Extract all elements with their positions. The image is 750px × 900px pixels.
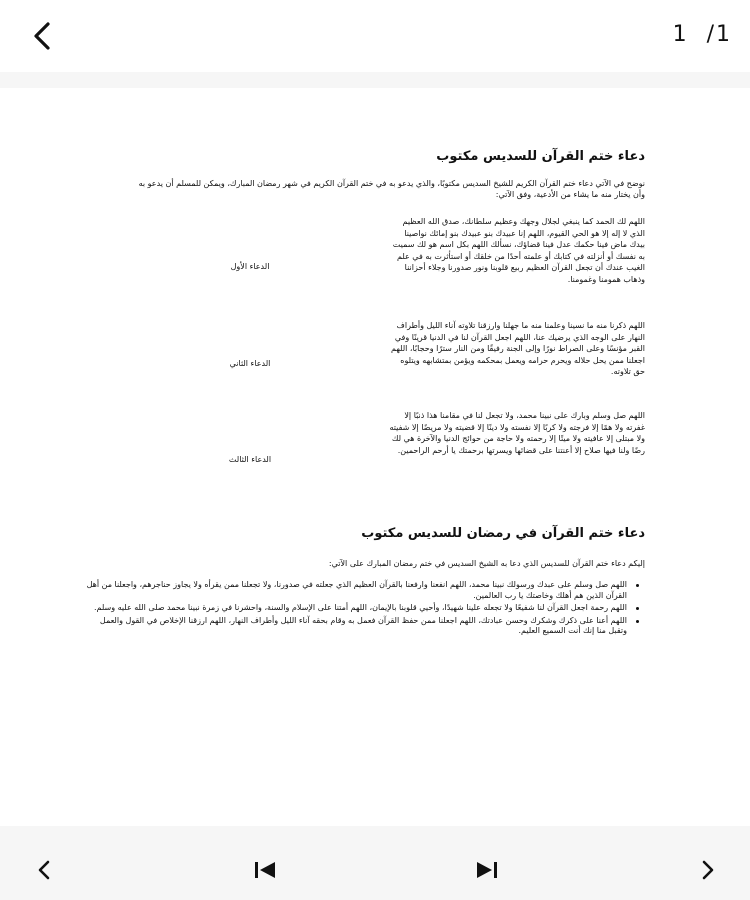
previous-page-button[interactable]	[22, 848, 66, 892]
dua-row	[100, 216, 645, 314]
dua-text: اللهم ذكرنا منه ما نسينا وعلمنا منه ما جهلنا وارزقنا تلاوته آناء الليل وأطراف النهار على الوجه الذي يرضيك عنا، اللهم اجعل القرآن لنا في الدنيا قرينًا وفي القبر مؤنسًا وعلى الصراط نورًا وإلى الجنة رفيقًا ومن النار سترًا وحجابًا، اللهم اجعلنا ممن يحل حلاله ويحرم حرامه ويعمل بمحكمه ويؤمن بمتشابهه ويتلوه حق تلاوته.	[391, 321, 645, 376]
dua-text: اللهم لك الحمد كما ينبغي لجلال وجهك وعظيم سلطانك، صدق الله العظيم الذي لا إله إلا هو الحي القيوم، اللهم إنا عبيدك بنو عبيدك بنو إمائك نواصينا بيدك ماض فينا حكمك عدل فينا قضاؤك، نسألك اللهم بكل اسم هو لك سميت به نفسك أو أنزلته في كتابك أو علمته أحدًا من خلقك أو استأثرت به في علم الغيب عندك أن تجعل القرآن العظيم ربيع قلوبنا ونور صدورنا وجلاء أحزاننا وذهاب همومنا وغمومنا.	[392, 217, 645, 284]
section-title: دعاء ختم القرآن للسديس مكتوب	[436, 149, 645, 164]
dua-label: الدعاء الثالث	[228, 455, 272, 464]
first-page-button[interactable]	[243, 848, 287, 892]
section-title: دعاء ختم القرآن في رمضان للسديس مكتوب	[361, 526, 645, 541]
back-button[interactable]	[22, 18, 62, 54]
bullet-list	[82, 580, 645, 639]
chevron-right-icon	[698, 858, 718, 882]
bottom-nav-bar	[0, 826, 750, 900]
skip-last-icon	[473, 858, 501, 882]
page-total: 1	[716, 22, 732, 47]
document-page[interactable]	[86, 140, 645, 685]
skip-first-icon	[251, 858, 279, 882]
list-item: اللهم أعنا على ذكرك وشكرك وحسن عبادتك، اللهم اجعلنا ممن حفظ القرآن فعمل به وقام بحقه آناء الليل وأطراف النهار، اللهم ارزقنا الإخلاص في القول والعمل وتقبل منا إنك أنت السميع العليم.	[82, 616, 627, 637]
dua-label: الدعاء الأول	[230, 262, 270, 271]
page-separator: /	[706, 22, 716, 47]
page-indicator	[673, 22, 732, 47]
dua-text: اللهم صل وسلم وبارك على نبينا محمد، ولا تجعل لنا في مقامنا هذا ذنبًا إلا غفرته ولا همًا إلا فرجته ولا كربًا إلا نفسته ولا دينًا إلا قضيته ولا مريضًا إلا شفيته ولا مبتلى إلا عافيته ولا ميتًا إلا رحمته ولا حاجة من حوائج الدنيا والآخرة هي لك رضًا ولنا فيها صلاح إلا أعنتنا على قضائها ويسرتها برحمتك يا أرحم الراحمين.	[389, 411, 645, 455]
next-page-button[interactable]	[686, 848, 730, 892]
chevron-left-icon	[34, 858, 54, 882]
dua-row	[100, 320, 645, 408]
chevron-left-icon	[30, 21, 54, 51]
list-item: اللهم رحمة اجعل القرآن لنا شفيعًا ولا تجعله علينا شهيدًا، وأحيي قلوبنا بالإيمان، اللهم أمتنا على الإسلام والسنة، واحشرنا في زمرة نبينا محمد صلى الله عليه وسلم.	[82, 603, 627, 614]
section-intro: إليكم دعاء ختم القرآن للسديس الذي دعا به الشيخ السديس في ختم رمضان المبارك على الآتي:	[328, 559, 645, 568]
dua-row	[100, 410, 645, 508]
list-item: اللهم صل وسلم على عبدك ورسولك نبينا محمد، اللهم انفعنا وارفعنا بالقرآن العظيم الذي جعلته في صدورنا، ولا تجعلنا ممن يقرأه ولا يجاوز حناجرهم، واجعلنا من أهل القرآن الذين هم أهلك وخاصتك يا رب العالمين.	[82, 580, 627, 601]
section-intro: نوضح في الآتي دعاء ختم القرآن الكريم للشيخ السديس مكتوبًا، والذي يدعو به في ختم القرآن الكريم في شهر رمضان المبارك، ويمكن للمسلم أن يدعو به وأن يختار منه ما يشاء من الأدعية، وفق الآتي:	[138, 179, 645, 199]
dua-label: الدعاء الثاني	[229, 359, 271, 368]
last-page-button[interactable]	[465, 848, 509, 892]
top-bar	[0, 0, 750, 72]
top-divider	[0, 72, 750, 88]
page-current: 1	[672, 22, 689, 47]
